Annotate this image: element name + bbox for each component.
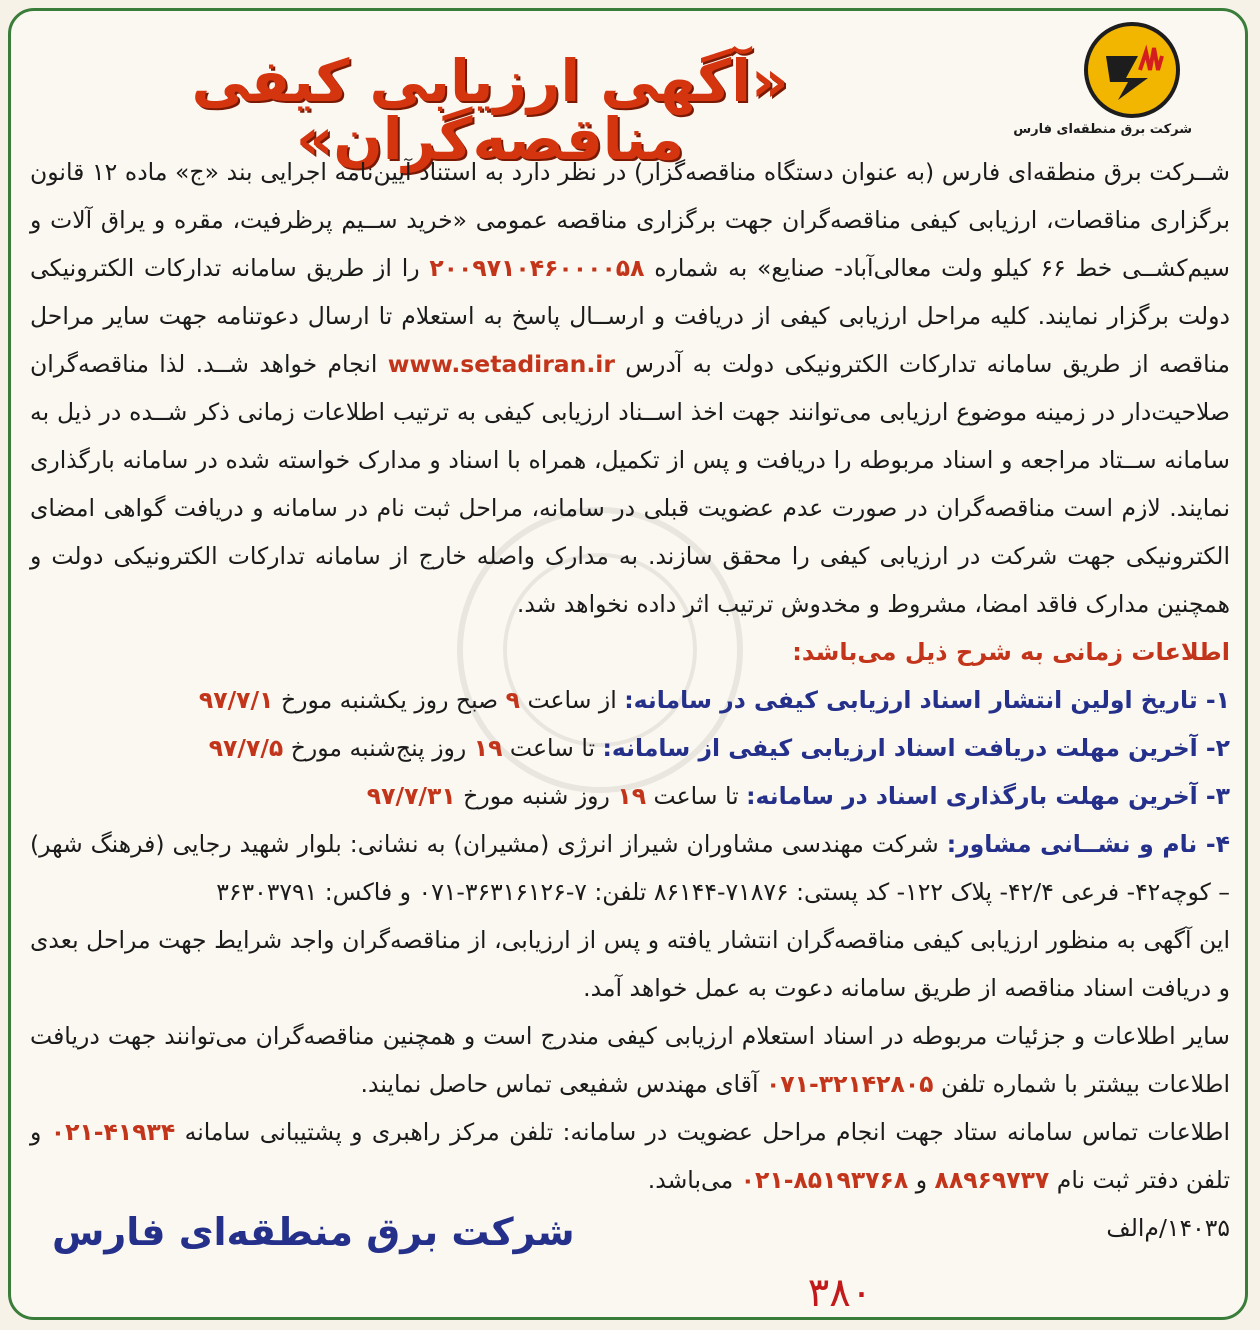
reference-number: ۱۴۰۳۵/م‌الف: [1106, 1214, 1230, 1242]
notice-title: «آگهی ارزیابی کیفی مناقصه‌گران»: [191, 47, 789, 173]
setad-url-link[interactable]: www.setadiran.ir: [387, 350, 615, 378]
logo-bolt-icon: [1088, 26, 1176, 114]
contact-phone: ۳۲۱۴۲۸۰۵-۰۷۱: [765, 1070, 934, 1098]
tender-number: ۲۰۰۹۷۱۰۴۶۰۰۰۰۵۸: [429, 254, 645, 282]
logo-emblem: [1084, 22, 1180, 118]
schedule-item-3: ۳- آخرین مهلت بارگذاری اسناد در سامانه: تا ساعت ۱۹ روز شنبه مورخ ۹۷/۷/۳۱: [366, 782, 1230, 810]
svg-text:۳۸۰: ۳۸۰: [807, 1270, 873, 1316]
note-contact: سایر اطلاعات و جزئیات مربوطه در اسناد استعلام ارزیابی کیفی مندرج است و همچنین مناقصه‌گران می‌توانند جهت دریافت اطلاعات بیشتر با شماره تلفن ۳۲۱۴۲۸۰۵-۰۷۱ آقای مهندس شفیعی تماس حاصل نمایند.: [30, 1022, 1230, 1098]
schedule-item-1: ۱- تاریخ اولین انتشار اسناد ارزیابی کیفی در سامانه: از ساعت ۹ صبح روز یکشنبه مورخ ۹۷/۷/۱: [198, 686, 1230, 714]
intro-paragraph: شــرکت برق منطقه‌ای فارس (به عنوان دستگاه مناقصه‌گزار) در نظر دارد به استناد آیین‌نامه اجرایی بند «ج» ماده ۱۲ قانون برگزاری مناقصات، ارزیابی کیفی مناقصه‌گران جهت برگزاری مناقصه عمومی «خرید ســیم پرظرفیت، مقره و یراق آلات و سیم‌کشــی خط ۶۶ کیلو ولت معالی‌آباد- صنایع» به شماره ۲۰۰۹۷۱۰۴۶۰۰۰۰۵۸ را از طریق سامانه تدارکات الکترونیکی دولت برگزار نمایند. کلیه مراحل ارزیابی کیفی از دریافت و ارســال پاسخ به استعلام تا ارسال دعوتنامه جهت سایر مراحل مناقصه از طریق سامانه تدارکات الکترونیکی دولت به آدرس www.setadiran.ir انجام خواهد شــد. لذا مناقصه‌گران صلاحیت‌دار در زمینه موضوع ارزیابی می‌توانند جهت اخذ اســناد ارزیابی کیفی به ترتیب اطلاعات زمانی ذکر شــده در ذیل به سامانه ســتاد مراجعه و اسناد مربوطه را دریافت و پس از تکمیل، همراه با اسناد و مدارک خواسته شده در سامانه بارگذاری نمایند. لازم است مناقصه‌گران در صورت عدم عضویت قبلی در سامانه، مراحل ثبت نام در سامانه و دریافت گواهی امضای الکترونیکی جهت شرکت در ارزیابی کیفی را محقق سازند. به مدارک واصله خارج از سامانه تدارکات الکترونیکی دولت و همچنین مدارک فاقد امضا، مشروط و مخدوش ترتیب اثر داده نخواهد شد.: [30, 158, 1230, 618]
consultant-info: ۴- نام و نشــانی مشاور: شرکت مهندسی مشاوران شیراز انرژی (مشیران) به نشانی: بلوار شهید رجایی (فرهنگ شهر) – کوچه۴۲- فرعی ۴۲/۴- پلاک ۱۲۲- کد پستی: ۷۱۸۷۶-۸۶۱۴۴ تلفن: ۷-۳۶۳۱۶۱۲۶-۰۷۱ و فاکس: ۳۶۳۰۳۷۹۱: [30, 830, 1230, 906]
notice-body: [30, 148, 1230, 1252]
note-setad-contact: اطلاعات تماس سامانه ستاد جهت انجام مراحل عضویت در سامانه: تلفن مرکز راهبری و پشتیبانی سامانه ۴۱۹۳۴-۰۲۱ و تلفن دفتر ثبت نام ۸۸۹۶۹۷۳۷ و ۸۵۱۹۳۷۶۸-۰۲۱ می‌باشد.: [30, 1118, 1230, 1194]
footer-company-name: شرکت برق منطقه‌ای فارس: [52, 1210, 575, 1254]
schedule-heading: اطلاعات زمانی به شرح ذیل می‌باشد:: [792, 638, 1230, 666]
logo-caption: شرکت برق منطقه‌ای فارس: [1013, 122, 1192, 137]
note-invitation: این آگهی به منظور ارزیابی کیفی مناقصه‌گران انتشار یافته و پس از ارزیابی، از مناقصه‌گران واجد شرایط جهت مراحل بعدی و دریافت اسناد مناقصه از طریق سامانه دعوت به عمل خواهد آمد.: [30, 926, 1230, 1002]
handwritten-number: [780, 1262, 900, 1322]
company-logo: [1013, 22, 1192, 137]
schedule-item-2: ۲- آخرین مهلت دریافت اسناد ارزیابی کیفی از سامانه: تا ساعت ۱۹ روز پنج‌شنبه مورخ ۹۷/۷/۵: [208, 734, 1230, 762]
